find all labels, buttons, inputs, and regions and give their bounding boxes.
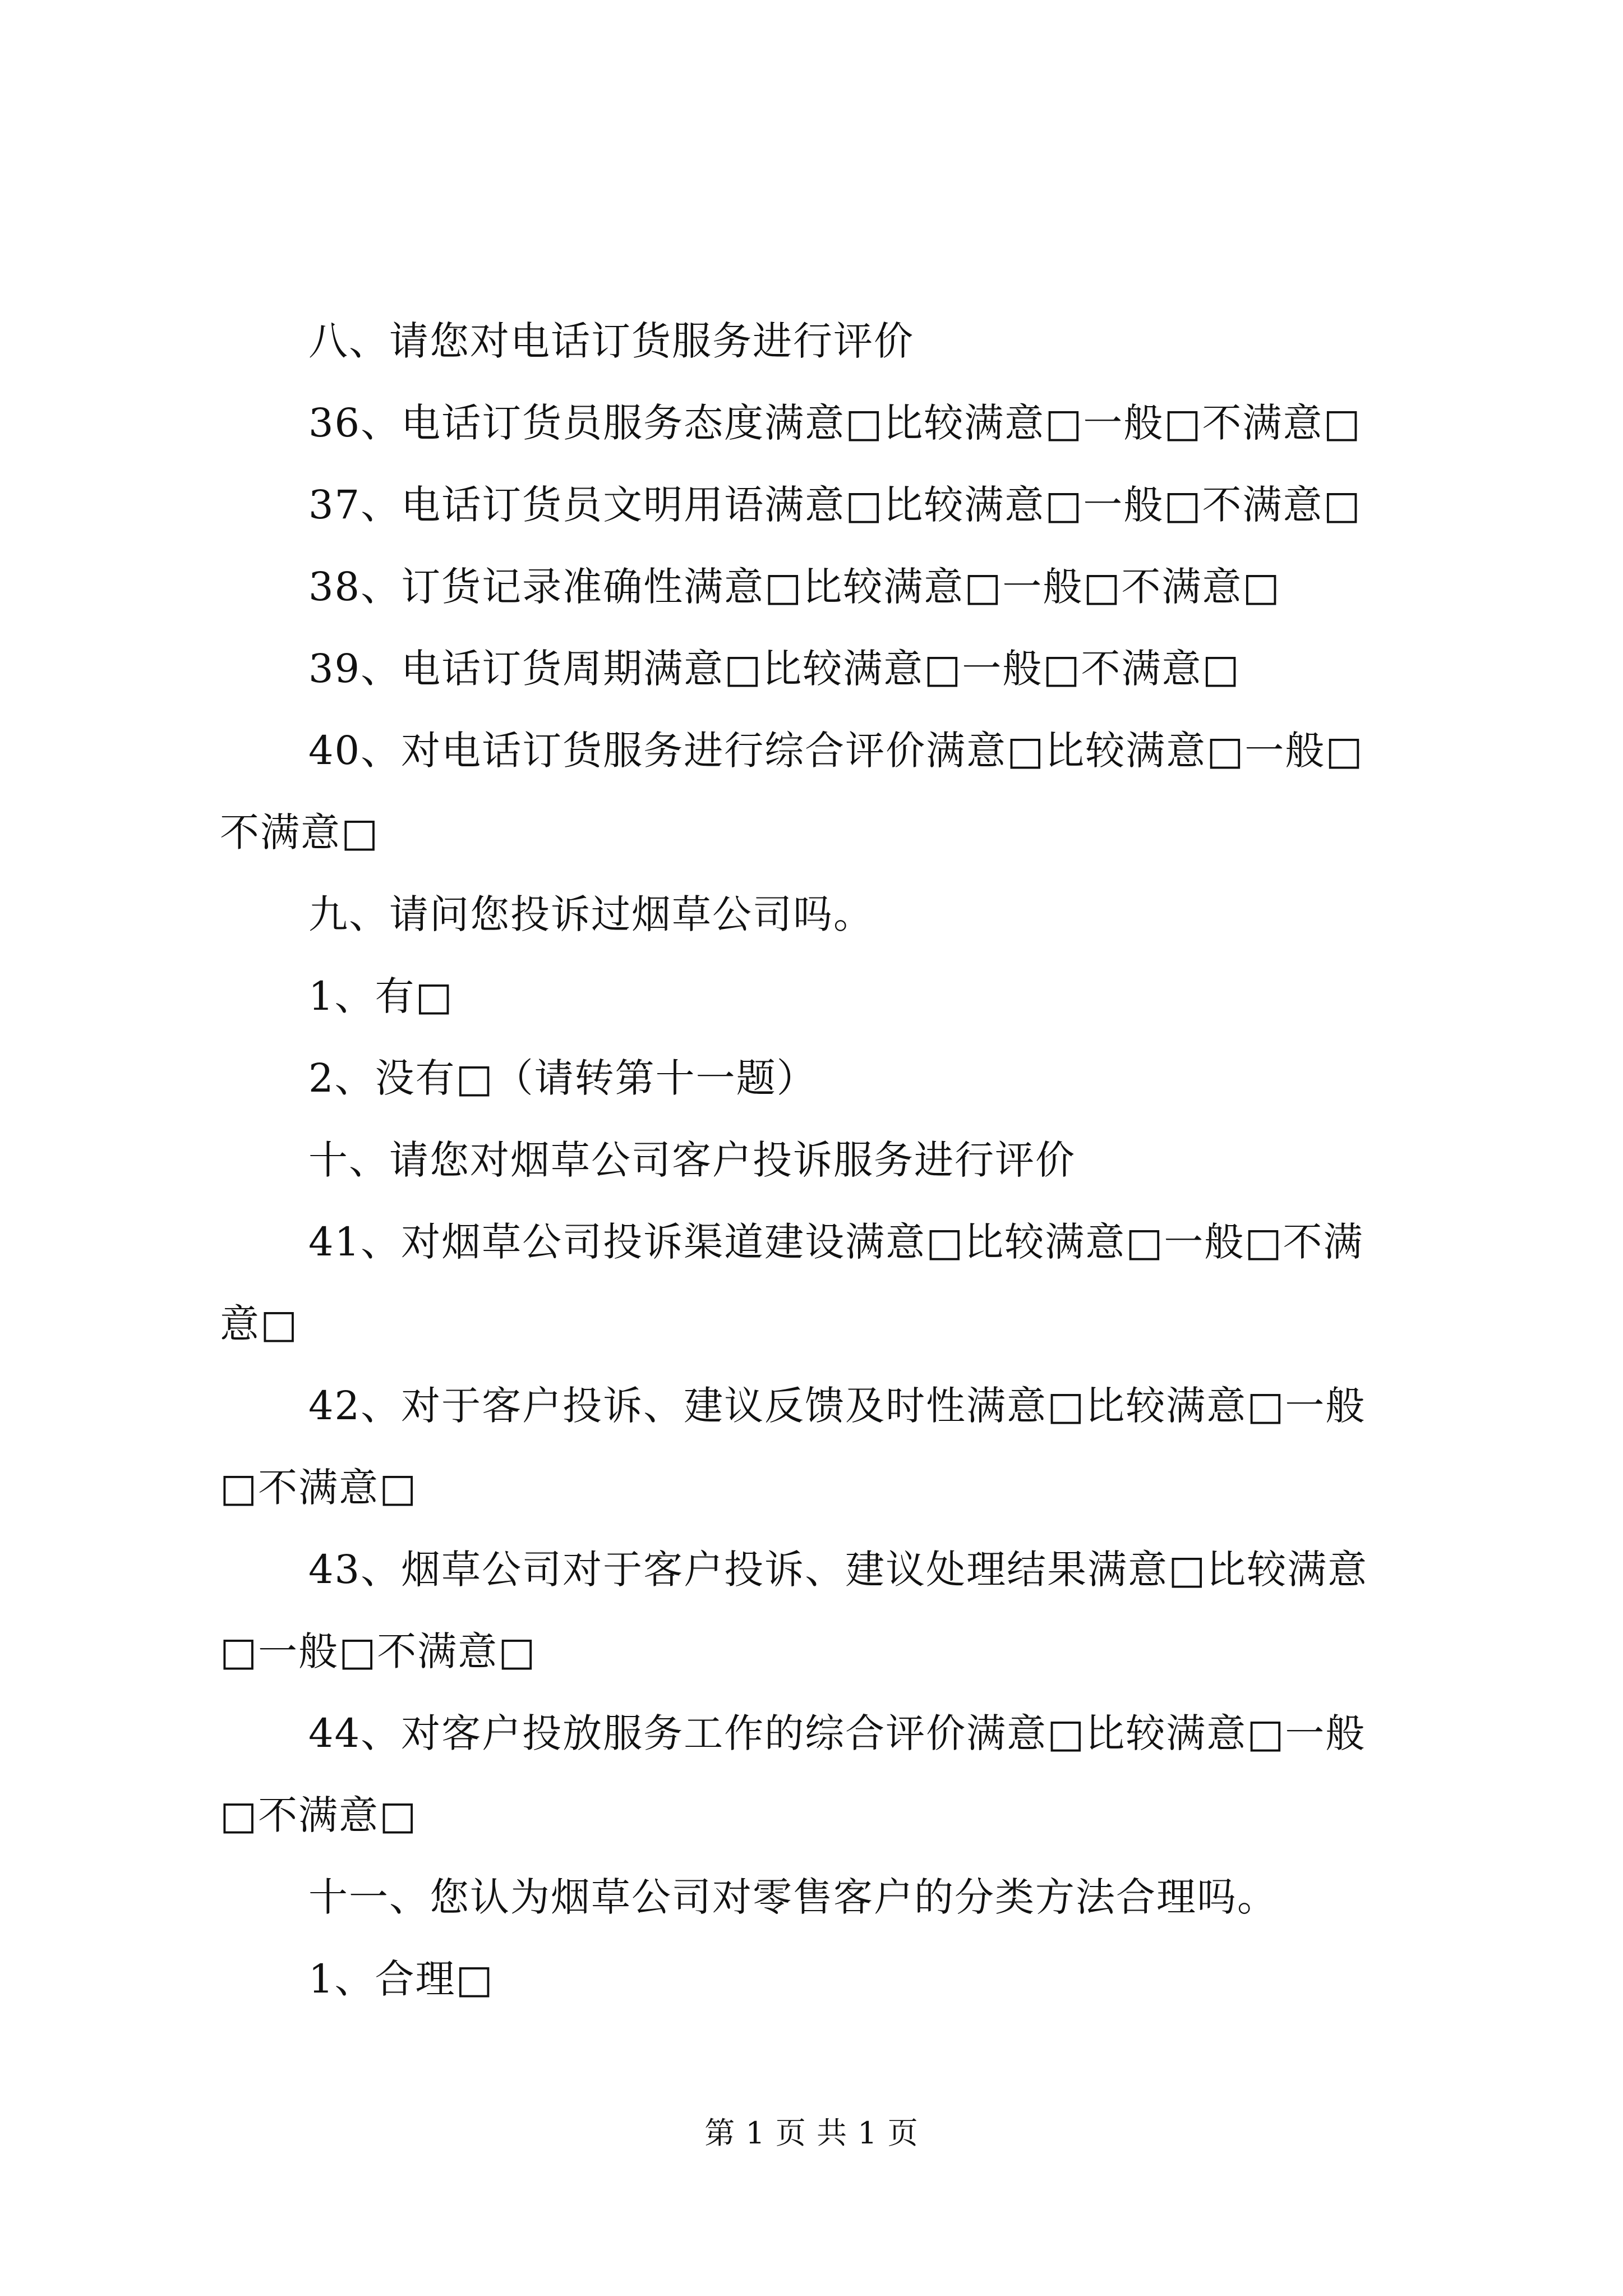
page-number-footer: 第 1 页 共 1 页 xyxy=(704,2115,919,2151)
option-yes: 1、有□ xyxy=(308,973,454,1019)
question-37: 37、电话订货员文明用语满意□比较满意□一般□不满意□ xyxy=(308,482,1362,528)
question-43-continued: □一般□不满意□ xyxy=(220,1628,537,1674)
option-no: 2、没有□（请转第十一题） xyxy=(308,1055,817,1101)
section-heading-10: 十、请您对烟草公司客户投诉服务进行评价 xyxy=(308,1137,1076,1183)
question-39: 39、电话订货周期满意□比较满意□一般□不满意□ xyxy=(308,646,1241,692)
section-heading-9: 九、请问您投诉过烟草公司吗。 xyxy=(308,891,874,937)
option-reasonable: 1、合理□ xyxy=(308,1956,494,2002)
question-44-continued: □不满意□ xyxy=(220,1792,418,1838)
question-42-continued: □不满意□ xyxy=(220,1465,418,1511)
question-43: 43、烟草公司对于客户投诉、建议处理结果满意□比较满意 xyxy=(308,1547,1368,1593)
question-36: 36、电话订货员服务态度满意□比较满意□一般□不满意□ xyxy=(308,400,1362,446)
question-40-continued: 不满意□ xyxy=(220,809,380,855)
question-41: 41、对烟草公司投诉渠道建设满意□比较满意□一般□不满 xyxy=(308,1219,1364,1265)
document-body xyxy=(220,300,1431,2020)
question-44: 44、对客户投放服务工作的综合评价满意□比较满意□一般 xyxy=(308,1710,1366,1756)
question-42: 42、对于客户投诉、建议反馈及时性满意□比较满意□一般 xyxy=(308,1383,1366,1429)
question-41-continued: 意□ xyxy=(220,1301,299,1347)
section-heading-11: 十一、您认为烟草公司对零售客户的分类方法合理吗。 xyxy=(308,1874,1278,1920)
question-38: 38、订货记录准确性满意□比较满意□一般□不满意□ xyxy=(308,564,1281,610)
section-heading-8: 八、请您对电话订货服务进行评价 xyxy=(308,318,914,364)
question-40: 40、对电话订货服务进行综合评价满意□比较满意□一般□ xyxy=(308,728,1364,774)
